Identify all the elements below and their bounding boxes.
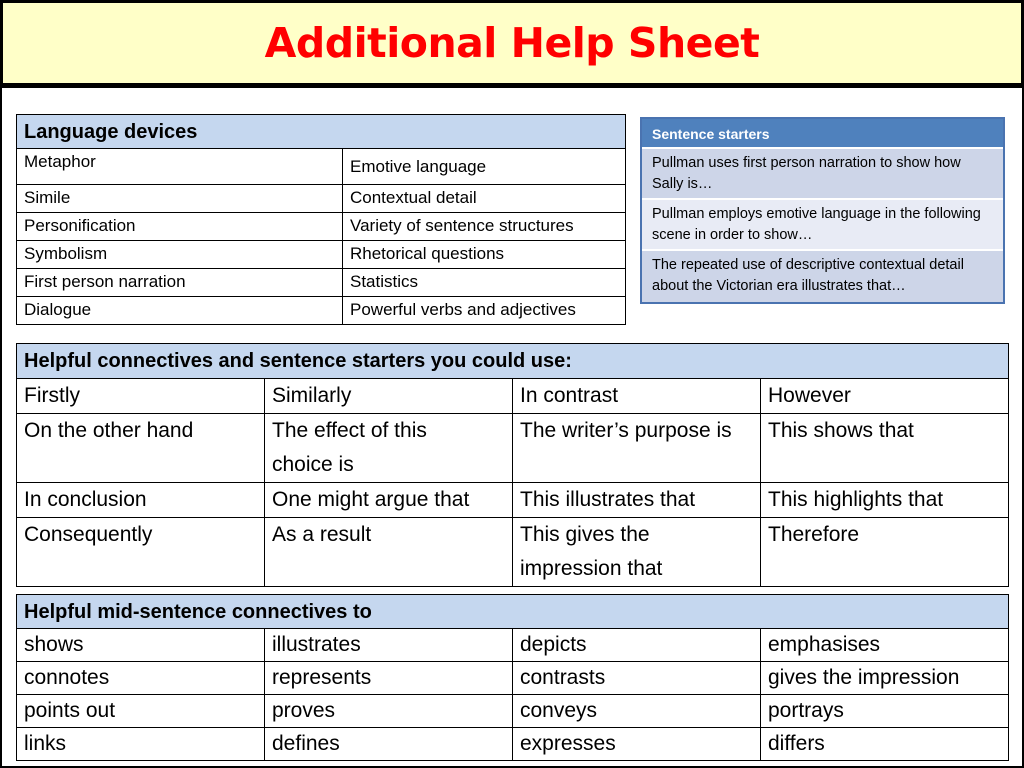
table-cell: One might argue that [265,483,513,518]
table-cell: First person narration [17,269,343,297]
table-cell: The writer’s purpose is [513,414,761,483]
table-cell: illustrates [265,629,513,662]
table-row [17,185,626,213]
table-cell: Consequently [17,518,265,587]
table-cell: shows [17,629,265,662]
table-cell: links [17,728,265,761]
table-cell: Statistics [343,269,626,297]
table-cell: contrasts [513,662,761,695]
table-cell: conveys [513,695,761,728]
table-cell: gives the impression [761,662,1009,695]
table-row [17,629,1009,662]
table-cell: Firstly [17,379,265,414]
table-cell: Rhetorical questions [343,241,626,269]
language-devices-heading: Language devices [17,115,626,149]
connectives-heading: Helpful connectives and sentence starters you could use: [17,344,1009,379]
sentence-starter-item: Pullman employs emotive language in the following scene in order to show… [642,200,1003,251]
table-cell: This gives the impression that [513,518,761,587]
table-row [17,414,1009,483]
table-cell: However [761,379,1009,414]
table-cell: Symbolism [17,241,343,269]
table-row [17,241,626,269]
table-cell: This shows that [761,414,1009,483]
table-cell: Emotive language [343,149,626,185]
table-cell: Contextual detail [343,185,626,213]
table-row [17,662,1009,695]
table-cell: differs [761,728,1009,761]
mid-sentence-heading: Helpful mid-sentence connectives to [17,595,1009,629]
table-cell: The effect of this choice is [265,414,513,483]
table-cell: This highlights that [761,483,1009,518]
sentence-starters-heading: Sentence starters [642,119,1003,149]
table-row [17,695,1009,728]
table-row [17,483,1009,518]
table-row [17,213,626,241]
table-cell: Metaphor [17,149,343,185]
table-cell: defines [265,728,513,761]
table-cell: Powerful verbs and adjectives [343,297,626,325]
table-cell: In contrast [513,379,761,414]
table-row [17,297,626,325]
table-row [17,379,1009,414]
sentence-starters-box [640,117,1005,304]
sentence-starter-item: The repeated use of descriptive contextual detail about the Victorian era illustrates that… [642,251,1003,302]
table-cell: proves [265,695,513,728]
table-cell: portrays [761,695,1009,728]
page-title: Additional Help Sheet [264,19,760,67]
table-cell: Simile [17,185,343,213]
table-row [17,728,1009,761]
table-cell: Variety of sentence structures [343,213,626,241]
table-row [17,149,626,185]
table-row [17,518,1009,587]
table-cell: On the other hand [17,414,265,483]
connectives-table [16,343,1009,587]
table-cell: connotes [17,662,265,695]
table-cell: In conclusion [17,483,265,518]
title-banner [0,0,1024,88]
table-cell: Personification [17,213,343,241]
mid-sentence-connectives-table [16,594,1009,761]
table-cell: Therefore [761,518,1009,587]
table-cell: represents [265,662,513,695]
table-cell: Dialogue [17,297,343,325]
table-cell: expresses [513,728,761,761]
language-devices-table [16,114,626,325]
table-cell: points out [17,695,265,728]
table-cell: Similarly [265,379,513,414]
table-cell: depicts [513,629,761,662]
table-cell: emphasises [761,629,1009,662]
sentence-starter-item: Pullman uses first person narration to show how Sally is… [642,149,1003,200]
table-cell: As a result [265,518,513,587]
table-row [17,269,626,297]
table-cell: This illustrates that [513,483,761,518]
